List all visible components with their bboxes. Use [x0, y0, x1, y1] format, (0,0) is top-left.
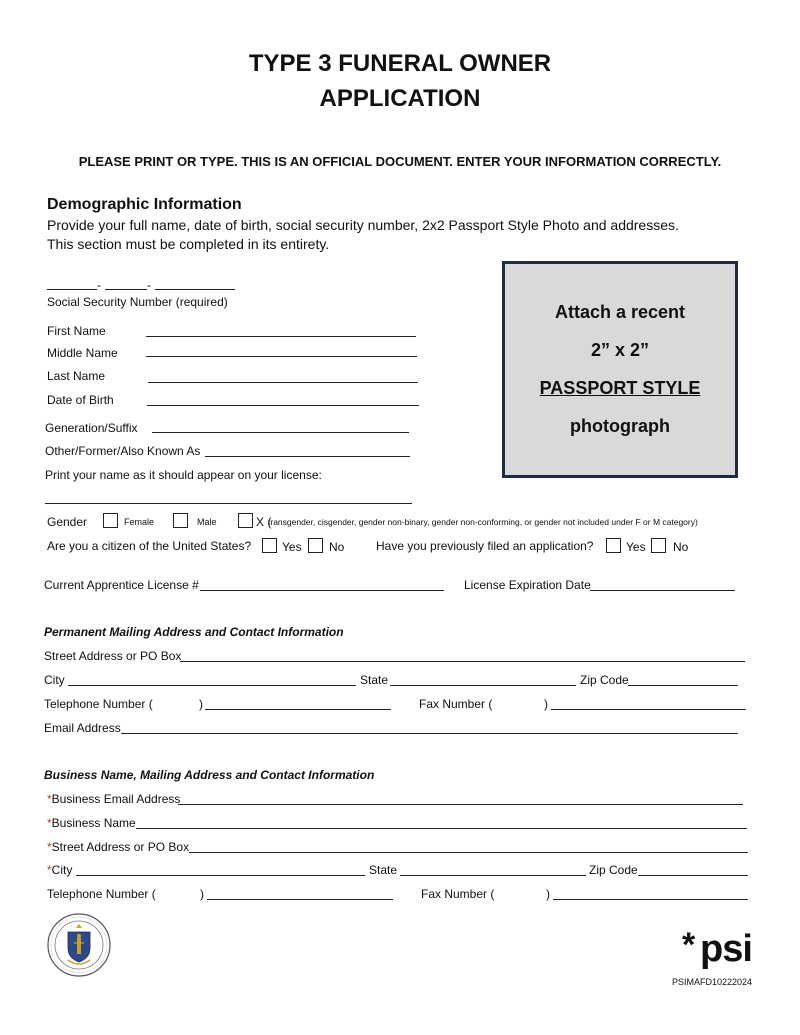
aka-field[interactable]	[205, 456, 410, 457]
first-name-field[interactable]	[146, 336, 416, 337]
ssn-part1-field[interactable]	[47, 289, 97, 290]
ssn-part2-field[interactable]	[105, 289, 147, 290]
filed-question: Have you previously filed an application?	[376, 539, 594, 553]
filed-no-checkbox[interactable]	[651, 538, 666, 553]
aka-label: Other/Former/Also Known As	[45, 444, 201, 458]
form-title-line1: TYPE 3 FUNERAL OWNER	[248, 50, 552, 77]
license-name-field[interactable]	[45, 503, 412, 504]
business-zip-field[interactable]	[638, 875, 748, 876]
business-email-label: *Business Email Address	[47, 792, 181, 806]
middle-name-label: Middle Name	[47, 346, 118, 360]
demographic-desc-2: This section must be completed in its entirety.	[47, 236, 330, 252]
mailing-zip-field[interactable]	[628, 685, 738, 686]
psi-logo	[682, 926, 758, 974]
filed-no-label: No	[673, 540, 689, 554]
business-city-label: *City	[47, 863, 73, 877]
mailing-phone-label: Telephone Number (	[44, 697, 153, 711]
mailing-state-field[interactable]	[390, 685, 576, 686]
business-fax-paren: )	[546, 887, 550, 901]
first-name-label: First Name	[47, 324, 106, 338]
psi-logo-star: *	[682, 926, 696, 964]
citizen-question: Are you a citizen of the United States?	[47, 539, 252, 553]
mailing-city-label: City	[44, 673, 65, 687]
mailing-email-field[interactable]	[121, 733, 738, 734]
gender-x-checkbox[interactable]	[238, 513, 253, 528]
apprentice-license-field[interactable]	[200, 590, 444, 591]
mailing-fax-paren: )	[544, 697, 548, 711]
form-code: PSIMAFD10222024	[672, 977, 753, 987]
gender-male-checkbox[interactable]	[173, 513, 188, 528]
apprentice-license-label: Current Apprentice License #	[44, 578, 199, 592]
mailing-city-field[interactable]	[68, 685, 356, 686]
business-fax-label: Fax Number (	[421, 887, 495, 901]
business-phone-paren: )	[200, 887, 204, 901]
mailing-street-field[interactable]	[180, 661, 745, 662]
mailing-phone-paren: )	[199, 697, 203, 711]
business-name-field[interactable]	[136, 828, 747, 829]
dob-field[interactable]	[147, 405, 419, 406]
citizen-yes-checkbox[interactable]	[262, 538, 277, 553]
mailing-email-label: Email Address	[44, 721, 121, 735]
required-mark: *	[47, 792, 52, 806]
psi-logo-text: psi	[700, 928, 752, 970]
demographic-heading: Demographic Information	[47, 196, 242, 213]
citizen-no-label: No	[329, 540, 345, 554]
business-fax-field[interactable]	[553, 899, 748, 900]
official-notice: PLEASE PRINT OR TYPE. THIS IS AN OFFICIAL DOCUMENT. ENTER YOUR INFORMATION CORRECTLY.	[78, 154, 722, 169]
mailing-fax-label: Fax Number (	[419, 697, 493, 711]
gender-female-label: Female	[124, 517, 155, 527]
mailing-zip-label: Zip Code	[580, 673, 629, 687]
business-phone-field[interactable]	[207, 899, 393, 900]
required-mark: *	[47, 863, 52, 877]
license-expiration-field[interactable]	[590, 590, 735, 591]
license-name-label: Print your name as it should appear on your license:	[45, 468, 322, 482]
business-state-label: State	[369, 863, 398, 877]
citizen-no-checkbox[interactable]	[308, 538, 323, 553]
massachusetts-seal-icon	[46, 912, 112, 978]
mailing-heading: Permanent Mailing Address and Contact Information	[44, 625, 344, 639]
mailing-state-label: State	[360, 673, 389, 687]
photo-instruction-3: PASSPORT STYLE	[539, 378, 701, 398]
business-zip-label: Zip Code	[589, 863, 638, 877]
gender-x-label: X (	[256, 515, 272, 529]
business-heading: Business Name, Mailing Address and Contact Information	[44, 768, 375, 782]
filed-yes-checkbox[interactable]	[606, 538, 621, 553]
demographic-desc-1: Provide your full name, date of birth, social security number, 2x2 Passport Style Photo and addresses.	[47, 217, 679, 233]
last-name-label: Last Name	[47, 369, 106, 383]
business-city-field[interactable]	[76, 875, 365, 876]
photo-instruction-2: 2” x 2”	[590, 340, 650, 360]
last-name-field[interactable]	[148, 382, 418, 383]
dob-label: Date of Birth	[47, 393, 114, 407]
business-street-field[interactable]	[189, 852, 748, 853]
required-mark: *	[47, 840, 52, 854]
ssn-label: Social Security Number (required)	[47, 295, 228, 309]
business-street-label: *Street Address or PO Box	[47, 840, 190, 854]
required-mark: *	[47, 816, 52, 830]
ssn-part3-field[interactable]	[155, 289, 235, 290]
license-expiration-label: License Expiration Date	[464, 578, 591, 592]
photo-instruction-1: Attach a recent	[554, 302, 686, 322]
business-state-field[interactable]	[400, 875, 586, 876]
filed-yes-label: Yes	[626, 540, 646, 554]
gender-x-note: transgender, cisgender, gender non-binary, gender non-conforming, or gender not included under F or M category)	[268, 517, 698, 527]
business-name-label: *Business Name	[47, 816, 136, 830]
suffix-field[interactable]	[152, 432, 409, 433]
gender-female-checkbox[interactable]	[103, 513, 118, 528]
gender-label: Gender	[47, 515, 88, 529]
business-phone-label: Telephone Number (	[47, 887, 156, 901]
ssn-separator: -	[147, 278, 151, 292]
passport-photo-box	[502, 261, 738, 478]
business-email-field[interactable]	[178, 804, 743, 805]
mailing-phone-field[interactable]	[205, 709, 391, 710]
mailing-fax-field[interactable]	[551, 709, 746, 710]
gender-male-label: Male	[197, 517, 217, 527]
photo-instruction-4: photograph	[570, 416, 670, 436]
form-title-line2: APPLICATION	[319, 85, 481, 112]
citizen-yes-label: Yes	[282, 540, 302, 554]
middle-name-field[interactable]	[146, 356, 417, 357]
suffix-label: Generation/Suffix	[45, 421, 138, 435]
mailing-street-label: Street Address or PO Box	[44, 649, 182, 663]
ssn-separator: -	[97, 278, 101, 292]
